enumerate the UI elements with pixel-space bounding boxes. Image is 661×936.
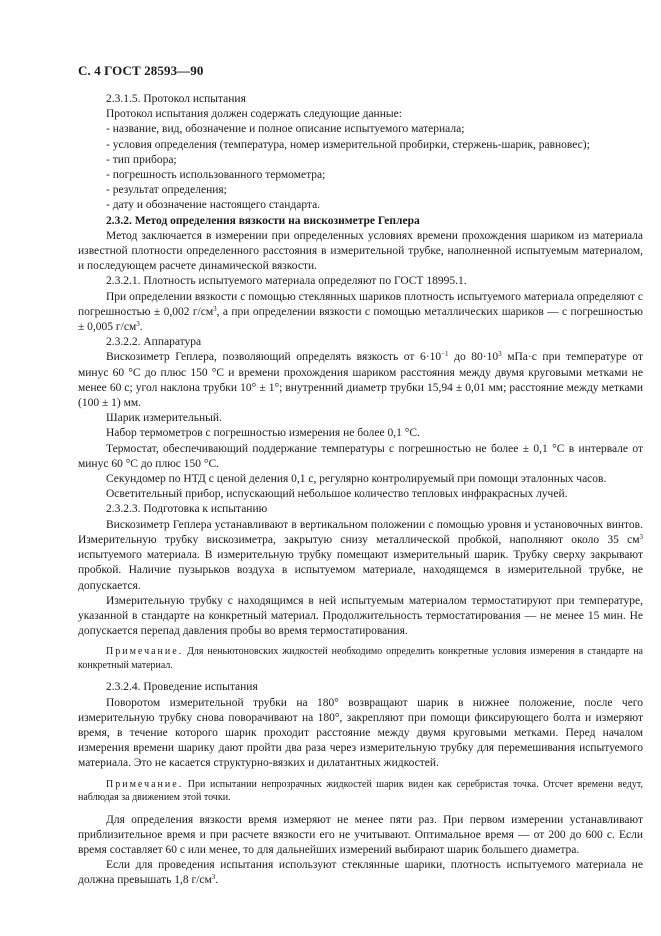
text-run: , а при определении вязкости с помощью металлических шариков — с погрешностью ± 0,005 г/см (78, 305, 643, 334)
superscript: 3 (213, 304, 217, 313)
section-2321-paragraph: 2.3.2.1. Плотность испытуемого материала определяют по ГОСТ 18995.1. (106, 275, 467, 288)
list-item: - погрешность использованного термометра; (106, 169, 326, 182)
list-item: - дату и обозначение настоящего стандарта. (106, 199, 321, 212)
preparation-paragraph (78, 518, 643, 594)
section-2324-title: 2.3.2.4. Проведение испытания (106, 681, 258, 694)
document-body (78, 92, 643, 889)
text-run: . (139, 321, 143, 334)
glass-balls-paragraph (78, 858, 643, 888)
note-opaque-liquids (78, 778, 643, 805)
text-run: Вискозиметр Геплера, позволяющий определять вязкость от 6·10 (106, 351, 442, 364)
superscript: 3 (136, 320, 140, 329)
text-run: до 80·10 (448, 351, 499, 364)
note-non-newtonian (78, 645, 643, 672)
equipment-item: Секундомер по НТД с ценой деления 0,1 с, регулярно контролируемый при помощи эталонных часов. (106, 473, 607, 486)
text-run: При определении вязкости с помощью стеклянных шариков плотность испытуемого материала определяют с погрешностью ± 0,002 г/см (78, 290, 643, 318)
list-item: - тип прибора; (106, 153, 177, 166)
section-2315-title: 2.3.1.5. Протокол испытания (106, 93, 246, 105)
measurement-paragraph: Для определения вязкости время измеряют не менее пяти раз. При первом измерении устанавливают приблизительное время и при расчете вязкости его не учитывают. Оптимальное время — от 200 до 600 с. Если время составляет 60 с или менее, то для дальнейших измерений выбирают шарик большего диаметра. (78, 813, 643, 856)
section-2321-density-paragraph (78, 290, 643, 336)
text-run: Если для проведения испытания используют стеклянные шарики, плотность испытуемого материала не должна превышать 1,8 г/см (78, 859, 643, 887)
superscript: 3 (211, 873, 216, 882)
note-label: Примечание. (106, 646, 184, 658)
section-2322-title: 2.3.2.2. Аппаратура (106, 336, 202, 349)
section-232-title: 2.3.2. Метод определения вязкости на вискозиметре Геплера (106, 214, 420, 227)
list-item: - результат определения; (106, 184, 227, 197)
viscometer-description (78, 350, 643, 411)
text-run: испытуемого материала. В измерительную трубку помещают измерительный шарик. Трубку сверху закрывают пробкой. Наличие пузырьков воздуха в испытуемом материале, находящемся в измерительной трубке, не допускается. (78, 549, 643, 592)
section-2323-title: 2.3.2.3. Подготовка к испытанию (106, 503, 268, 516)
equipment-item: Термостат, обеспечивающий поддержание температуры с погрешностью не более ± 0,1 °С в интервале от минус 60 °С до плюс 150 °С. (78, 442, 643, 470)
list-item: - название, вид, обозначение и полное описание испытуемого материала; (106, 123, 465, 136)
equipment-item: Осветительный прибор, испускающий небольшое количество тепловых инфракрасных лучей. (106, 488, 568, 501)
section-232-paragraph: Метод заключается в измерении при определенных условиях времени прохождения шариком из материала известной плотности определенного расстояния в измерительной трубке, наполненной испытуемым материалом, и последующем расчете динамической вязкости. (78, 229, 643, 273)
page-header: С. 4 ГОСТ 28593—90 (78, 63, 204, 78)
equipment-item: Шарик измерительный. (106, 412, 222, 425)
text-run: Вискозиметр Геплера устанавливают в вертикальном положении с помощью уровня и установочных винтов. Измерительную трубку вискозиметра, закрытую снизу металлической пробкой, наполняют около 35 см (78, 518, 643, 546)
text-run: . (215, 874, 219, 887)
note-label: Примечание. (106, 778, 184, 790)
text-run: мПа·с при температуре от минус 60 °С до плюс 150 °С и времени прохождения шариком расстояния между двумя круговыми метками не менее 60 с; угол наклона трубки 10° ± 1°; внутренний диаметр трубки 15,94 ± 0,01 мм; расстояние между метками (100 ± 1) мм. (78, 351, 643, 410)
thermostat-paragraph: Измерительную трубку с находящимся в ней испытуемым материалом термостатируют при температуре, указанной в стандарте на конкретный материал. Продолжительность термостатирования — не менее 15 мин. Не допускается перепад давления пробы во время термостатирования. (78, 594, 643, 638)
superscript: 3 (498, 350, 502, 359)
equipment-item: Набор термометров с погрешностью измерения не более 0,1 °С. (106, 427, 420, 440)
note-text: Для неньютоновских жидкостей необходимо определить конкретные условия измерения в стандарте на конкретный материал. (78, 646, 643, 671)
procedure-paragraph: Поворотом измерительной трубки на 180° возвращают шарик в нижнее положение, после чего измерительную трубку снова поворачивают на 180°, закрепляют при помощи фиксирующего болта и измеряют время, в течение которого шарик проходит расстояние между двумя круговыми метками. Перед началом измерения времени шарику дают пройти два раза через измерительную трубку для перемешивания испытуемого материала. Это не касается структурно-вязких и дилатантных жидкостей. (78, 696, 643, 770)
section-2315-intro: Протокол испытания должен содержать следующие данные: (106, 108, 402, 121)
superscript: 3 (639, 532, 643, 541)
list-item: - условия определения (температура, номер измерительной пробирки, стержень-шарик, равновес); (106, 138, 590, 151)
superscript: −1 (441, 350, 449, 359)
note-text: При испытании непрозрачных жидкостей шарик виден как серебристая точка. Отсчет времени ведут, наблюдая за движением этой точки. (78, 778, 643, 804)
